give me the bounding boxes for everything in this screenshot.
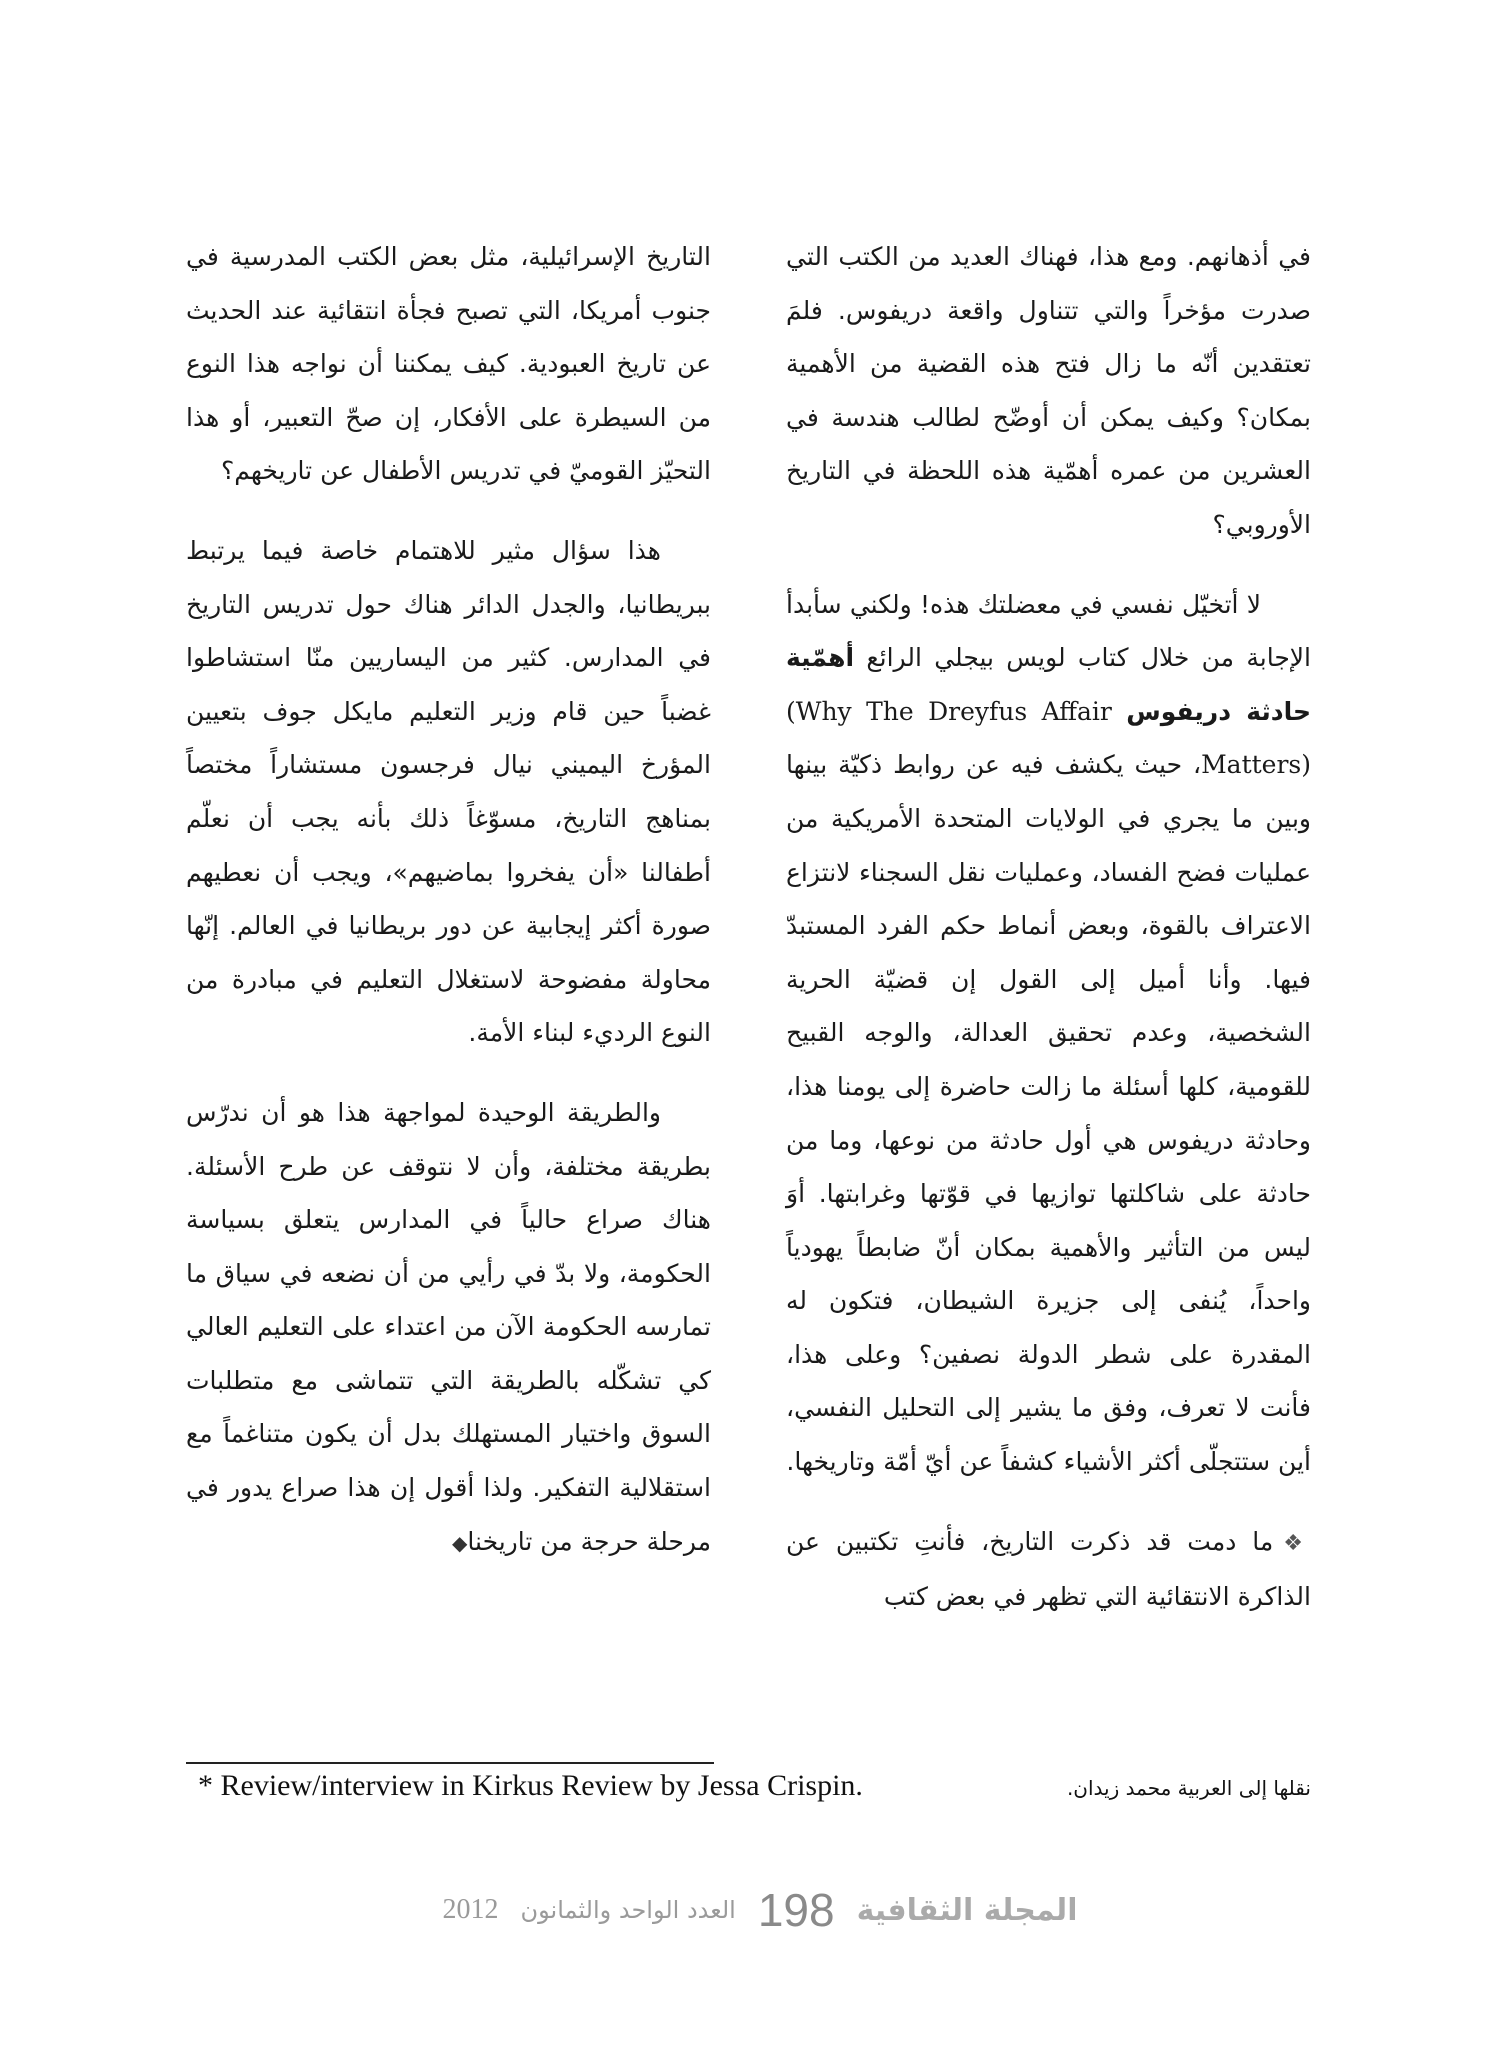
left-paragraph-3 (186, 1086, 711, 1570)
right-paragraph-2 (786, 578, 1311, 1489)
right-text-column (786, 230, 1311, 1650)
footnote-english: * Review/interview in Kirkus Review by Jessa Crispin. (198, 1769, 863, 1802)
magazine-name: المجلة الثقافية (856, 1892, 1078, 1928)
footnote-divider (186, 1762, 714, 1764)
book-title-english: (Why The Dreyfus Affair Matters) (786, 696, 1311, 780)
book-title-arabic: أهمّية حادثة دريفوس (786, 643, 1311, 726)
question-text: ما دمت قد ذكرت التاريخ، فأنتِ تكتبين عن الذاكرة الانتقائية التي تظهر في بعض كتب (786, 1526, 1311, 1612)
right-paragraph-3 (786, 1515, 1311, 1624)
left-paragraph-1: التاريخ الإسرائيلية، مثل بعض الكتب المدرسية في جنوب أمريكا، التي تصبح فجأة انتقائية عند الحديث عن تاريخ العبودية. كيف يمكننا أن نواجه هذا النوع من السيطرة على الأفكار، إن صحّ التعبير، أو هذا التحيّز القوميّ في تدريس الأطفال عن تاريخهم؟ (186, 242, 711, 486)
issue-label: العدد الواحد والثمانون (520, 1896, 736, 1924)
page-number: 198 (757, 1884, 835, 1936)
right-paragraph-1: في أذهانهم. ومع هذا، فهناك العديد من الكتب التي صدرت مؤخراً والتي تتناول واقعة دريفوس. فلمَ تعتقدين أنّه ما زال فتح هذه القضية من الأهمية بمكان؟ وكيف يمكن أن أوضّح لطالب هندسة في العشرين من عمره أهمّية هذه اللحظة في التاريخ الأوروبي؟ (786, 242, 1311, 539)
issue-year: 2012 (442, 1894, 499, 1925)
left-paragraph-2: هذا سؤال مثير للاهتمام خاصة فيما يرتبط ببريطانيا، والجدل الدائر هناك حول تدريس التاريخ في المدارس. كثير من اليساريين منّا استشاطوا غضباً حين قام وزير التعليم مايكل جوف بتعيين المؤرخ اليميني نيال فرجسون مستشاراً مختصاً بمناهج التاريخ، مسوّغاً ذلك بأنه يجب أن نعلّم أطفالنا «أن يفخروا بماضيهم»، ويجب أن نعطيهم صورة أكثر إيجابية عن دور بريطانيا في العالم. إنّها محاولة مفضوحة لاستغلال التعليم في مبادرة من النوع الرديء لبناء الأمة. (186, 535, 711, 1048)
right-paragraph-2-start: لا أتخيّل نفسي في معضلتك هذه! ولكني سأبدأ الإجابة من خلال كتاب لويس بيجلي الرائع (786, 589, 1312, 673)
diamond-end-icon: ◆ (452, 1530, 468, 1555)
right-paragraph-2-rest: ، حيث يكشف فيه عن روابط ذكيّة بينها وبين ما يجري في الولايات المتحدة الأمريكية من عمليات فضح الفساد، وعمليات نقل السجناء لانتزاع الاعتراف بالقوة، وبعض أنماط حكم الفرد المستبدّ فيها. وأنا أميل إلى القول إن قضيّة الحرية الشخصية، وعدم تحقيق العدالة، والوجه القبيح للقومية، كلها أسئلة ما زالت حاضرة إلى يومنا هذا، وحادثة دريفوس هي أول حادثة من نوعها، وما من حادثة على شاكلتها توازيها في قوّتها وغرابتها. أوَ ليس من التأثير والأهمية بمكان أنّ ضابطاً يهودياً واحداً، يُنفى إلى جزيرة الشيطان، فتكون له المقدرة على شطر الدولة نصفين؟ وعلى هذا، فأنت لا تعرف، وفق ما يشير إلى التحليل النفسي، أين ستتجلّى أكثر الأشياء كشفاً عن أيّ أمّة وتاريخها. (786, 750, 1311, 1477)
footnote-translator: نقلها إلى العربية محمد زيدان. (1066, 1776, 1311, 1800)
left-paragraph-3-text: والطريقة الوحيدة لمواجهة هذا هو أن ندرّس بطريقة مختلفة، وأن لا نتوقف عن طرح الأسئلة. هناك صراع حالياً في المدارس يتعلق بسياسة الحكومة، ولا بدّ في رأيي من أن نضعه في سياق ما تمارسه الحكومة الآن من اعتداء على التعليم العالي كي تشكّله بالطريقة التي تتماشى مع متطلبات السوق واختيار المستهلك بدل أن يكون متناغماً مع استقلالية التفكير. ولذا أقول إن هذا صراع يدور في مرحلة حرجة من تاريخنا (186, 1097, 711, 1556)
left-text-column (186, 230, 711, 1596)
diamond-cluster-icon: ❖ (1283, 1530, 1311, 1556)
page-footer (440, 1880, 1080, 1940)
